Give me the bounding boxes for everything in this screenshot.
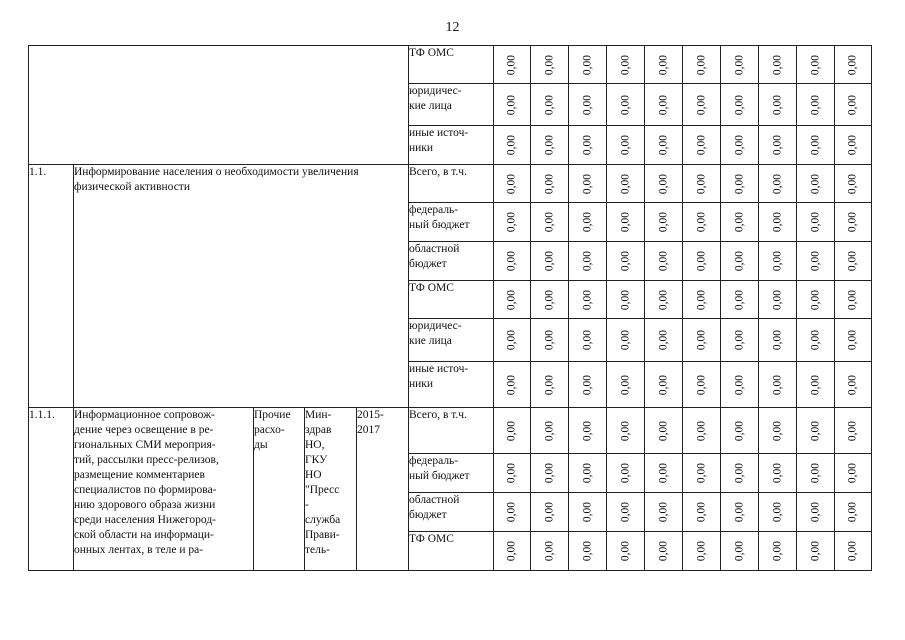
amount-value: 0,00 [505,289,518,310]
source-label: федераль- ный бюджет [409,454,494,493]
amount-cell [607,408,645,454]
amount-value: 0,00 [695,501,707,523]
amount-value: 0,00 [581,420,593,441]
amount-cell [531,454,569,493]
amount-value: 0,00 [543,374,555,395]
source-label: Всего, в т.ч. [409,165,494,203]
amount-value: 0,00 [619,374,631,395]
amount-value: 0,00 [846,94,859,115]
executor: Мин- здрав НО, ГКУ НО "Пресс - служба Прави- тель- [305,408,357,571]
amount-cell [683,126,721,165]
amount-cell [797,242,835,281]
amount-cell [759,165,797,203]
amount-cell [569,126,607,165]
amount-cell [721,532,759,571]
amount-value: 0,00 [619,211,631,233]
amount-cell [759,281,797,319]
amount-cell [797,362,835,408]
amount-value: 0,00 [657,54,669,75]
amount-value: 0,00 [846,329,859,351]
amount-cell [759,493,797,532]
amount-value: 0,00 [543,250,555,272]
amount-cell [494,84,531,126]
amount-value: 0,00 [771,94,783,115]
amount-cell [835,84,872,126]
amount-value: 0,00 [505,134,518,156]
amount-cell [683,281,721,319]
amount-cell [607,165,645,203]
amount-cell [721,203,759,242]
amount-cell [531,408,569,454]
amount-value: 0,00 [846,420,859,441]
source-label: областной бюджет [409,242,494,281]
amount-cell [494,532,531,571]
amount-cell [531,281,569,319]
amount-value: 0,00 [505,250,518,272]
amount-value: 0,00 [657,94,669,115]
amount-value: 0,00 [619,94,631,115]
amount-value: 0,00 [695,374,707,395]
amount-value: 0,00 [846,173,859,194]
amount-value: 0,00 [543,289,555,310]
amount-cell [531,46,569,84]
amount-value: 0,00 [846,250,859,272]
amount-value: 0,00 [581,54,593,75]
amount-cell [797,126,835,165]
amount-value: 0,00 [581,134,593,156]
amount-cell [721,46,759,84]
amount-cell [835,242,872,281]
amount-value: 0,00 [809,374,821,395]
amount-cell [494,165,531,203]
amount-cell [607,532,645,571]
amount-value: 0,00 [771,374,783,395]
expense-type: Прочие расхо- ды [254,408,305,571]
row-number: 1.1.1. [29,408,74,571]
amount-value: 0,00 [695,420,707,441]
amount-value: 0,00 [543,540,555,562]
amount-value: 0,00 [505,540,518,562]
amount-cell [531,84,569,126]
amount-value: 0,00 [771,250,783,272]
period: 2015- 2017 [357,408,409,571]
amount-cell [569,46,607,84]
amount-cell [683,362,721,408]
amount-value: 0,00 [505,374,518,395]
amount-cell [494,454,531,493]
amount-value: 0,00 [846,134,859,156]
source-label: ТФ ОМС [409,46,494,84]
amount-value: 0,00 [733,540,745,562]
amount-value: 0,00 [771,462,783,484]
amount-value: 0,00 [771,173,783,194]
amount-cell [835,408,872,454]
page-number: 12 [445,20,460,35]
amount-cell [683,165,721,203]
amount-cell [607,203,645,242]
amount-cell [494,408,531,454]
amount-cell [645,319,683,362]
amount-value: 0,00 [846,289,859,310]
amount-value: 0,00 [771,501,783,523]
amount-cell [835,165,872,203]
amount-value: 0,00 [505,173,518,194]
amount-cell [494,203,531,242]
amount-value: 0,00 [657,420,669,441]
amount-cell [531,242,569,281]
amount-cell [645,532,683,571]
amount-value: 0,00 [581,94,593,115]
amount-value: 0,00 [695,540,707,562]
amount-cell [645,203,683,242]
amount-cell [645,454,683,493]
amount-value: 0,00 [809,211,821,233]
amount-cell [607,281,645,319]
amount-cell [683,46,721,84]
amount-value: 0,00 [695,54,707,75]
amount-value: 0,00 [505,94,518,115]
amount-value: 0,00 [695,329,707,351]
source-label: ТФ ОМС [409,281,494,319]
amount-cell [494,319,531,362]
amount-value: 0,00 [619,462,631,484]
amount-cell [835,281,872,319]
amount-cell [835,203,872,242]
amount-value: 0,00 [657,462,669,484]
amount-cell [797,319,835,362]
amount-cell [835,319,872,362]
amount-cell [531,493,569,532]
amount-cell [569,408,607,454]
amount-value: 0,00 [581,374,593,395]
source-label: иные источ- ники [409,126,494,165]
amount-value: 0,00 [695,462,707,484]
amount-cell [645,165,683,203]
amount-value: 0,00 [695,289,707,310]
amount-cell [607,242,645,281]
amount-cell [721,408,759,454]
amount-value: 0,00 [733,173,745,194]
amount-cell [683,408,721,454]
program-financing-table [28,45,872,571]
amount-cell [645,408,683,454]
amount-cell [759,454,797,493]
amount-cell [607,454,645,493]
amount-cell [797,408,835,454]
amount-cell [797,165,835,203]
amount-value: 0,00 [846,211,859,233]
amount-cell [797,281,835,319]
amount-value: 0,00 [846,374,859,395]
amount-cell [721,281,759,319]
amount-value: 0,00 [846,501,859,523]
amount-value: 0,00 [619,54,631,75]
amount-cell [721,84,759,126]
amount-cell [569,454,607,493]
amount-value: 0,00 [846,462,859,484]
amount-cell [721,319,759,362]
amount-value: 0,00 [809,540,821,562]
source-label: федераль- ный бюджет [409,203,494,242]
amount-value: 0,00 [809,501,821,523]
source-label: ТФ ОМС [409,532,494,571]
amount-cell [835,532,872,571]
amount-cell [759,126,797,165]
amount-value: 0,00 [771,54,783,75]
amount-cell [759,362,797,408]
amount-cell [683,319,721,362]
amount-value: 0,00 [771,329,783,351]
amount-cell [683,532,721,571]
amount-cell [797,203,835,242]
amount-cell [494,126,531,165]
amount-value: 0,00 [505,329,518,351]
amount-value: 0,00 [733,54,745,75]
amount-cell [607,493,645,532]
activity-name: Информирование населения о необходимости увеличения физической активности [74,165,409,408]
amount-cell [683,493,721,532]
amount-cell [721,493,759,532]
amount-cell [607,84,645,126]
amount-cell [835,454,872,493]
amount-value: 0,00 [695,94,707,115]
amount-value: 0,00 [657,540,669,562]
amount-value: 0,00 [619,540,631,562]
amount-cell [835,126,872,165]
amount-cell [569,203,607,242]
amount-value: 0,00 [846,540,859,562]
amount-value: 0,00 [505,54,518,75]
amount-value: 0,00 [733,134,745,156]
amount-value: 0,00 [543,501,555,523]
amount-value: 0,00 [657,289,669,310]
amount-value: 0,00 [543,462,555,484]
amount-cell [797,84,835,126]
amount-value: 0,00 [733,250,745,272]
amount-value: 0,00 [771,134,783,156]
amount-cell [531,165,569,203]
amount-value: 0,00 [657,134,669,156]
amount-cell [683,84,721,126]
amount-value: 0,00 [657,329,669,351]
amount-cell [531,203,569,242]
amount-value: 0,00 [581,329,593,351]
amount-cell [569,84,607,126]
amount-cell [607,362,645,408]
amount-cell [721,126,759,165]
amount-value: 0,00 [657,501,669,523]
amount-cell [759,532,797,571]
amount-cell [759,46,797,84]
amount-cell [645,362,683,408]
amount-value: 0,00 [657,374,669,395]
source-label: юридичес- кие лица [409,319,494,362]
amount-value: 0,00 [733,211,745,233]
amount-value: 0,00 [581,211,593,233]
amount-value: 0,00 [581,250,593,272]
source-label: Всего, в т.ч. [409,408,494,454]
amount-value: 0,00 [809,134,821,156]
amount-cell [494,493,531,532]
amount-value: 0,00 [505,501,518,523]
amount-value: 0,00 [771,211,783,233]
amount-value: 0,00 [543,134,555,156]
amount-value: 0,00 [695,211,707,233]
amount-value: 0,00 [809,173,821,194]
amount-cell [607,126,645,165]
amount-cell [531,532,569,571]
amount-value: 0,00 [505,211,518,233]
source-label: иные источ- ники [409,362,494,408]
amount-cell [569,242,607,281]
amount-value: 0,00 [543,211,555,233]
amount-value: 0,00 [581,462,593,484]
amount-value: 0,00 [581,501,593,523]
amount-value: 0,00 [809,250,821,272]
amount-value: 0,00 [619,289,631,310]
amount-value: 0,00 [505,462,518,484]
amount-value: 0,00 [619,250,631,272]
amount-value: 0,00 [846,54,859,75]
amount-value: 0,00 [733,462,745,484]
amount-cell [835,46,872,84]
amount-cell [645,493,683,532]
amount-value: 0,00 [657,250,669,272]
amount-cell [569,281,607,319]
amount-cell [759,84,797,126]
amount-value: 0,00 [809,462,821,484]
amount-cell [569,319,607,362]
continuation-blank-cell [29,46,409,165]
amount-cell [645,242,683,281]
amount-value: 0,00 [543,94,555,115]
amount-cell [494,46,531,84]
amount-cell [759,319,797,362]
amount-value: 0,00 [809,329,821,351]
amount-value: 0,00 [581,289,593,310]
amount-cell [645,46,683,84]
amount-cell [494,242,531,281]
amount-cell [835,493,872,532]
amount-cell [759,242,797,281]
amount-value: 0,00 [543,420,555,441]
amount-value: 0,00 [619,420,631,441]
amount-cell [721,242,759,281]
amount-cell [531,362,569,408]
amount-cell [494,362,531,408]
activity-name: Информационное сопровож- дение через освещение в ре- гиональных СМИ мероприя- тий, рассылки пресс-релизов, размещение комментариев специалистов по формирова- нию здорового образа жизни среди населения Нижегород- ской области на информаци- онных лентах, в теле и ра- [74,408,254,571]
amount-cell [645,126,683,165]
row-number: 1.1. [29,165,74,408]
amount-value: 0,00 [695,250,707,272]
amount-value: 0,00 [543,329,555,351]
amount-cell [494,281,531,319]
amount-value: 0,00 [809,420,821,441]
amount-value: 0,00 [809,289,821,310]
amount-value: 0,00 [771,289,783,310]
amount-cell [531,126,569,165]
amount-value: 0,00 [771,540,783,562]
amount-value: 0,00 [733,289,745,310]
amount-cell [531,319,569,362]
amount-value: 0,00 [543,173,555,194]
amount-value: 0,00 [619,329,631,351]
amount-value: 0,00 [505,420,518,441]
amount-cell [683,242,721,281]
amount-value: 0,00 [657,173,669,194]
amount-value: 0,00 [733,501,745,523]
amount-cell [721,362,759,408]
amount-cell [645,281,683,319]
amount-value: 0,00 [733,420,745,441]
amount-value: 0,00 [619,173,631,194]
amount-value: 0,00 [695,134,707,156]
amount-value: 0,00 [733,374,745,395]
amount-cell [835,362,872,408]
amount-value: 0,00 [733,94,745,115]
amount-value: 0,00 [581,540,593,562]
source-label: юридичес- кие лица [409,84,494,126]
amount-value: 0,00 [543,54,555,75]
amount-cell [683,203,721,242]
amount-cell [797,532,835,571]
amount-value: 0,00 [771,420,783,441]
amount-cell [607,46,645,84]
amount-cell [721,454,759,493]
amount-cell [759,203,797,242]
amount-cell [797,46,835,84]
amount-value: 0,00 [809,94,821,115]
amount-value: 0,00 [809,54,821,75]
amount-cell [569,362,607,408]
amount-value: 0,00 [657,211,669,233]
amount-cell [797,493,835,532]
amount-cell [569,493,607,532]
amount-cell [645,84,683,126]
amount-value: 0,00 [619,134,631,156]
source-label: областной бюджет [409,493,494,532]
amount-cell [683,454,721,493]
amount-cell [721,165,759,203]
amount-cell [607,319,645,362]
amount-value: 0,00 [581,173,593,194]
amount-cell [569,532,607,571]
amount-cell [797,454,835,493]
amount-value: 0,00 [619,501,631,523]
amount-value: 0,00 [695,173,707,194]
amount-cell [759,408,797,454]
amount-cell [569,165,607,203]
amount-value: 0,00 [733,329,745,351]
